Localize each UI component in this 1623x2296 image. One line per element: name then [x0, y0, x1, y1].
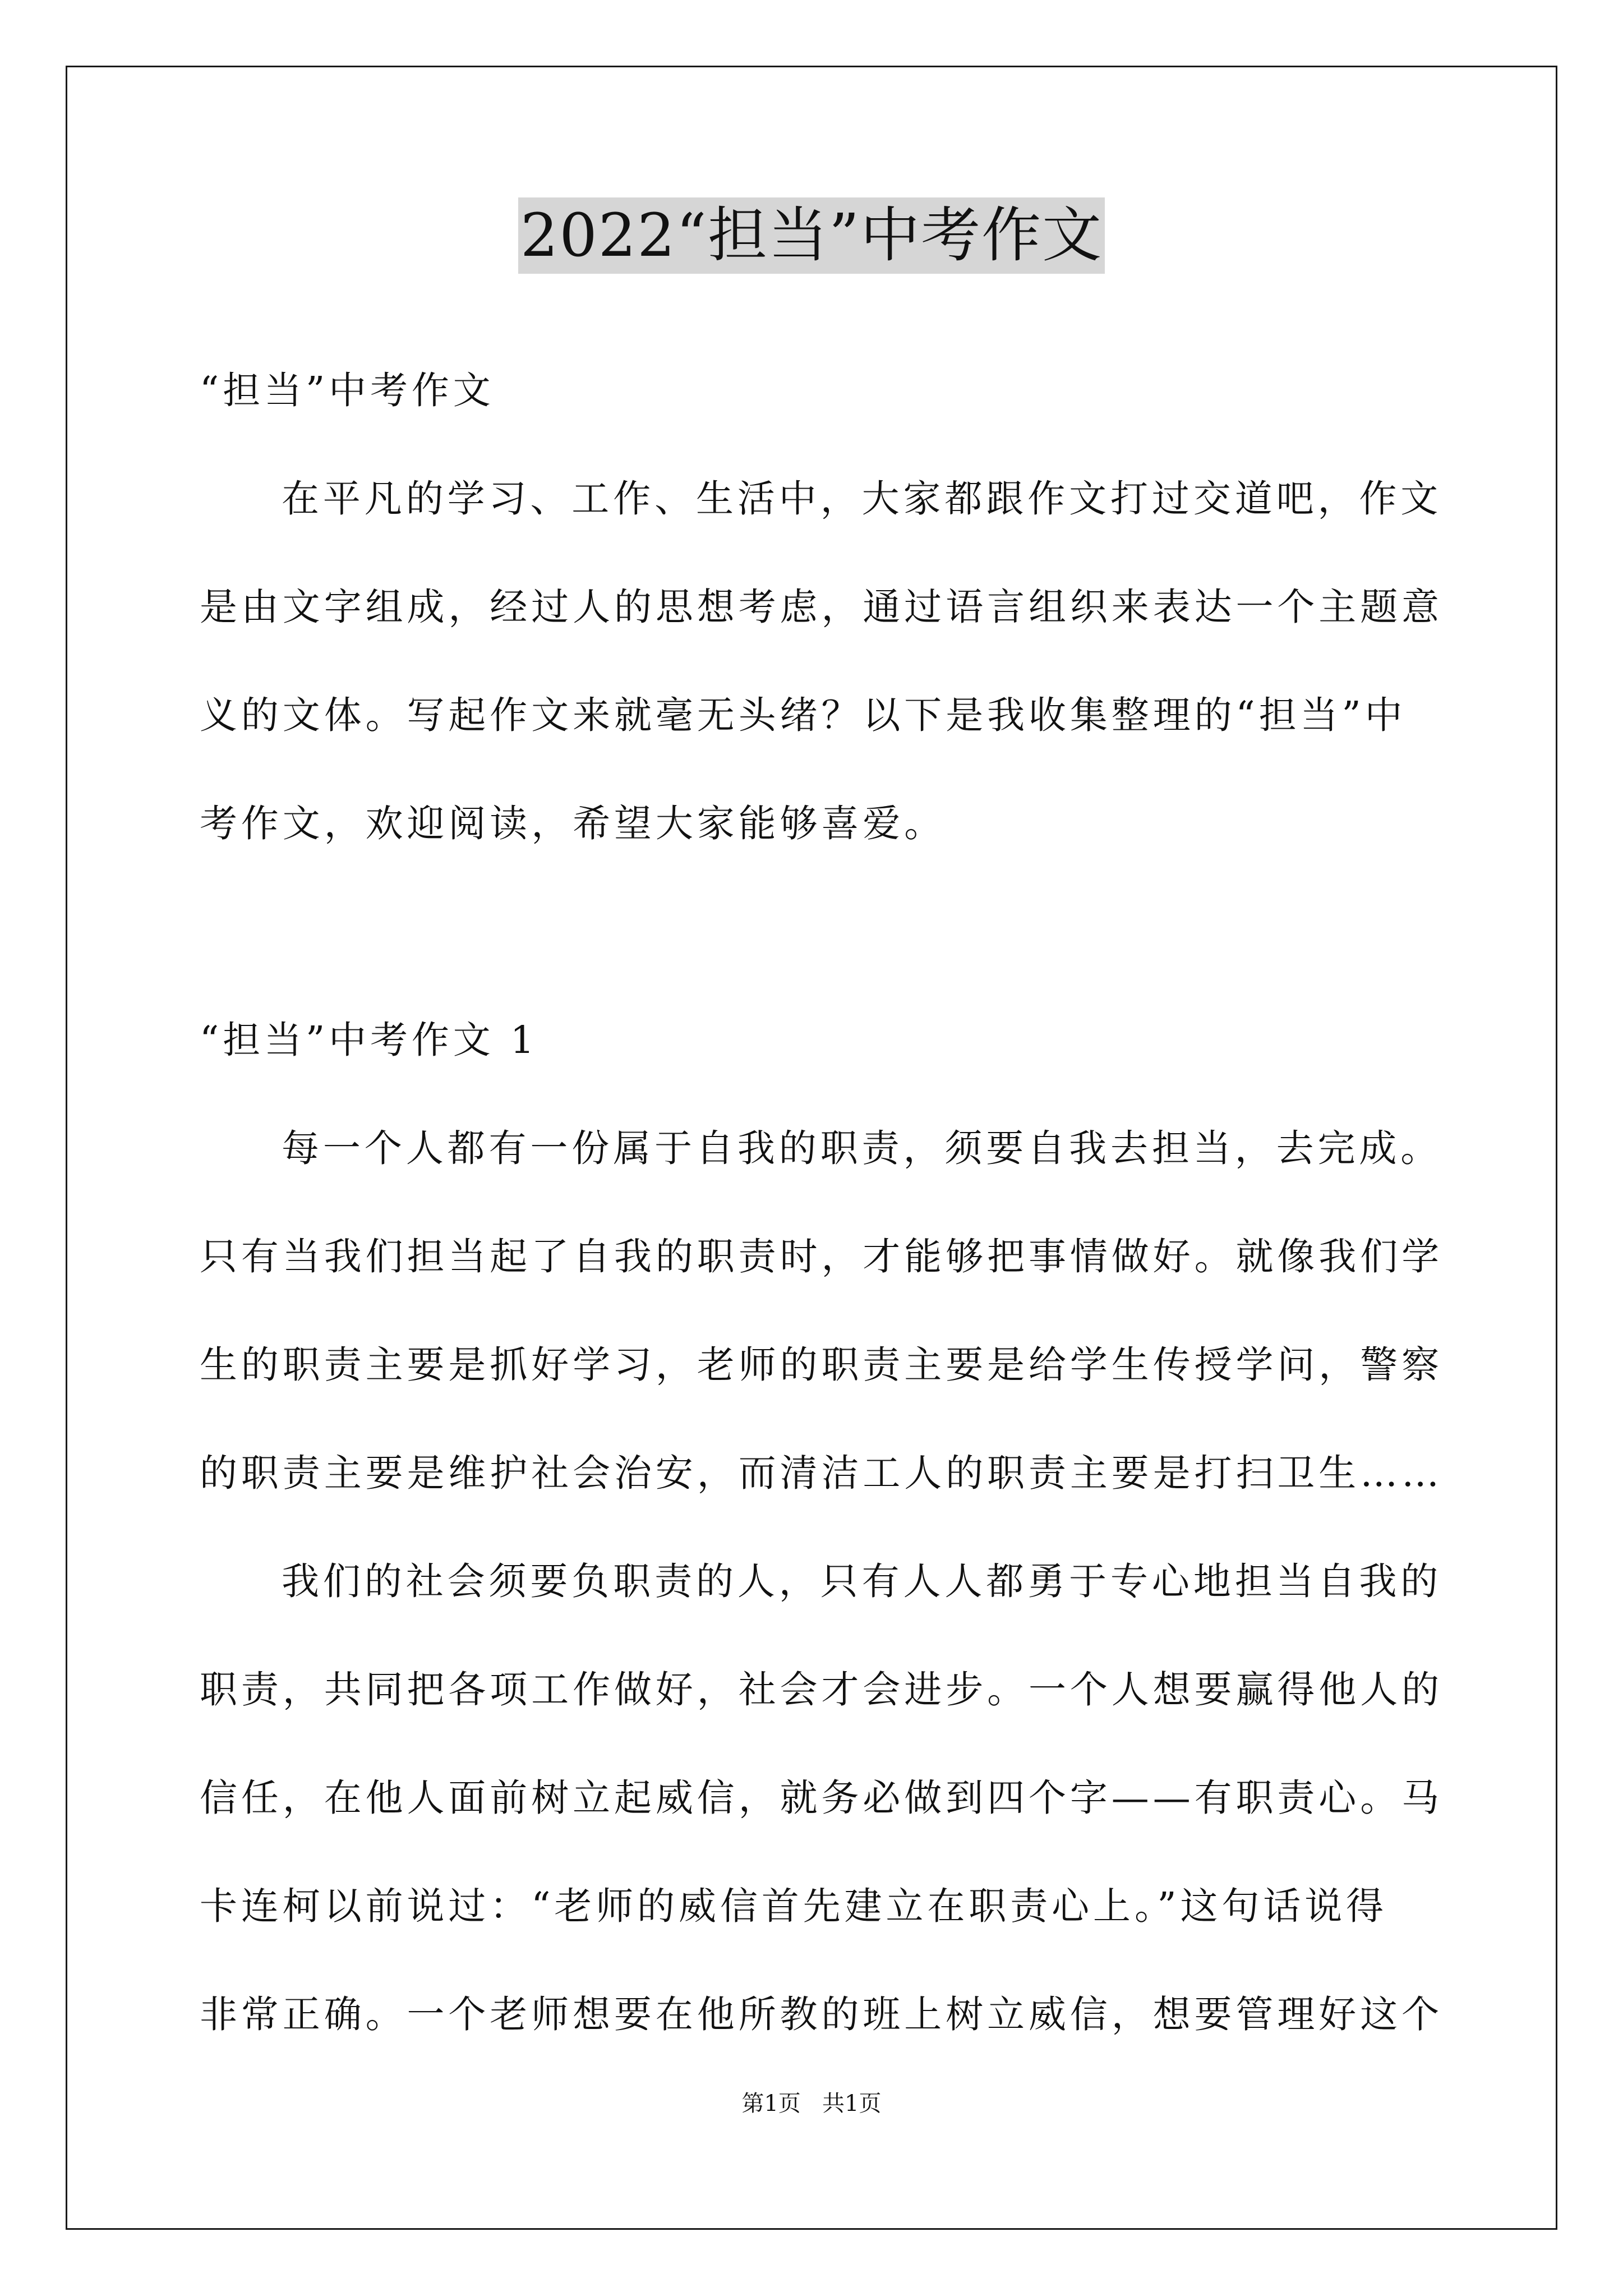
essay1-p1-line-1: 每一个人都有一份属于自我的职责，须要自我去担当，去完成。: [282, 1126, 1442, 1170]
essay1-p2-line-4: 卡连柯以前说过：“老师的威信首先建立在职责心上。”这句话说得: [200, 1884, 1388, 1928]
essay1-p1-line-4: 的职责主要是维护社会治安，而清洁工人的职责主要是打扫卫生……: [200, 1451, 1443, 1495]
intro-line-1: 在平凡的学习、工作、生活中，大家都跟作文打过交道吧，作文: [282, 477, 1442, 521]
document-title: 2022“担当”中考作文: [518, 197, 1105, 274]
essay1-p2-line-1: 我们的社会须要负职责的人，只有人人都勇于专心地担当自我的: [282, 1559, 1442, 1603]
essay1-heading: “担当”中考作文 1: [200, 1018, 538, 1062]
document-title-wrap: [0, 197, 1623, 274]
intro-line-4: 考作文，欢迎阅读，希望大家能够喜爱。: [200, 802, 946, 845]
intro-heading: “担当”中考作文: [200, 369, 495, 412]
intro-line-3: 义的文体。写起作文来就毫无头绪？以下是我收集整理的“担当”中: [200, 693, 1407, 737]
page-footer: 第1页 共1页: [741, 2091, 882, 2116]
essay1-p2-line-3: 信任，在他人面前树立起威信，就务必做到四个字——有职责心。马: [200, 1776, 1443, 1820]
essay1-p2-line-2: 职责，共同把各项工作做好，社会才会进步。一个人想要赢得他人的: [200, 1668, 1443, 1711]
document-body: [200, 337, 1443, 2069]
intro-line-2: 是由文字组成，经过人的思想考虑，通过语言组织来表达一个主题意: [200, 585, 1443, 629]
essay1-p1-line-2: 只有当我们担当起了自我的职责时，才能够把事情做好。就像我们学: [200, 1235, 1443, 1278]
section-gap: [200, 878, 1433, 986]
essay1-p2-line-5: 非常正确。一个老师想要在他所教的班上树立威信，想要管理好这个: [200, 1993, 1443, 2036]
essay1-p1-line-3: 生的职责主要是抓好学习，老师的职责主要是给学生传授学问，警察: [200, 1343, 1443, 1387]
